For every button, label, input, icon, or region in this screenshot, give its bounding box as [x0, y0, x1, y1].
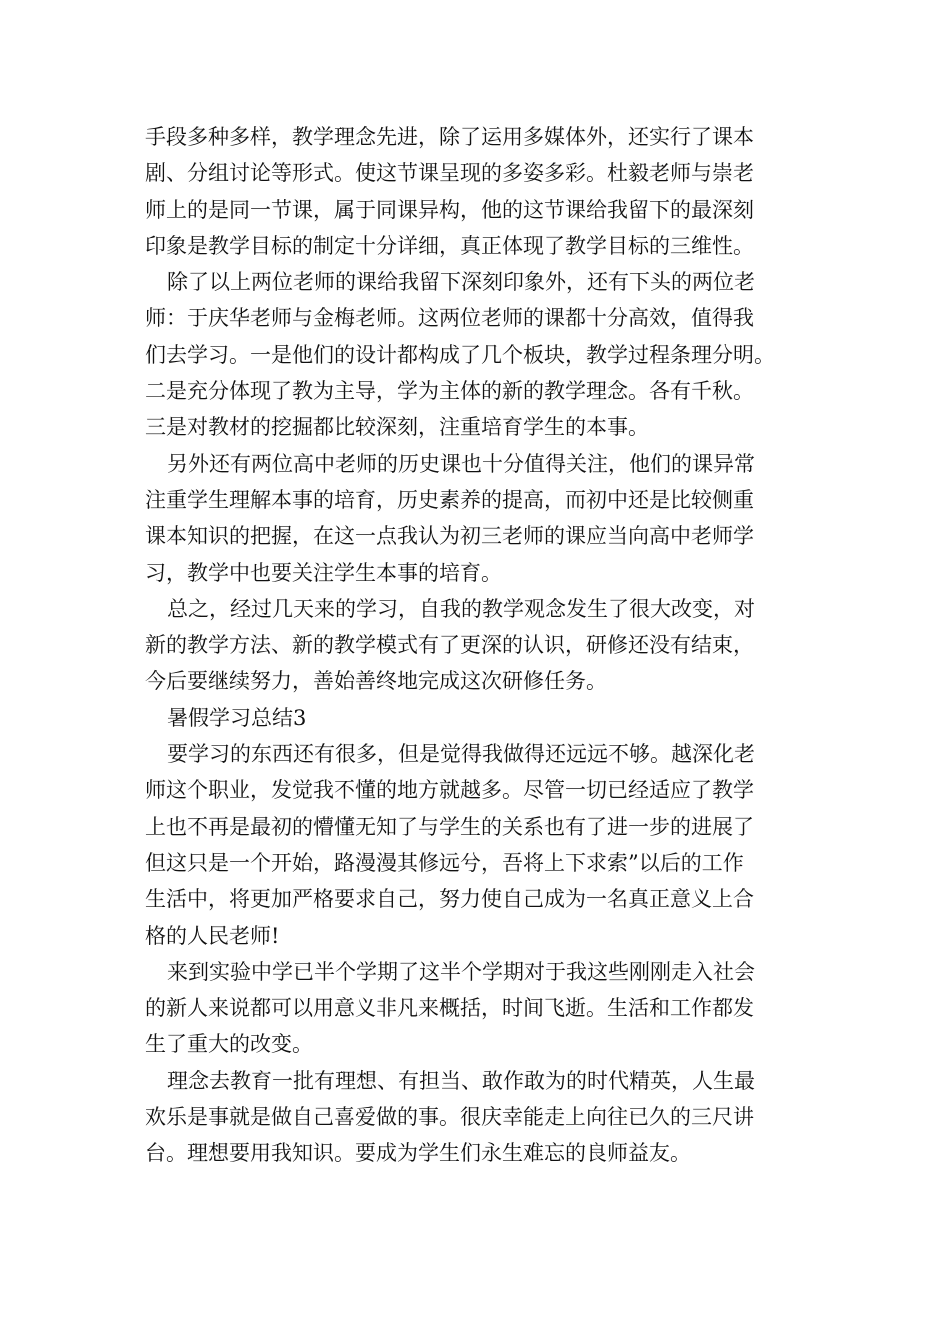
text-line: 习，教学中也要关注学生本事的培育。: [145, 560, 502, 585]
text-line: 欢乐是事就是做自己喜爱做的事。很庆幸能走上向往已久的三尺讲: [145, 1105, 754, 1130]
text-line: 三是对教材的挖掘都比较深刻，注重培育学生的本事。: [145, 415, 649, 440]
text-line: 师：于庆华老师与金梅老师。这两位老师的课都十分高效，值得我: [145, 306, 754, 331]
paragraph: [145, 264, 825, 445]
text-line: 注重学生理解本事的培育，历史素养的提高，而初中还是比较侧重: [145, 487, 754, 512]
text-line: 的新人来说都可以用意义非凡来概括，时间飞逝。生活和工作都发: [145, 996, 754, 1021]
text-line: 新的教学方法、新的教学模式有了更深的认识，研修还没有结束，: [145, 633, 754, 658]
paragraph: [145, 591, 825, 700]
document-body: [145, 119, 825, 1172]
paragraph: [145, 1063, 825, 1172]
text-line: 们去学习。一是他们的设计都构成了几个板块，教学过程条理分明。: [145, 342, 775, 367]
text-line: 除了以上两位老师的课给我留下深刻印象外，还有下头的两位老: [167, 270, 755, 295]
text-line: 今后要继续努力，善始善终地完成这次研修任务。: [145, 669, 607, 694]
paragraph: [145, 954, 825, 1063]
text-line: 来到实验中学已半个学期了这半个学期对于我这些刚刚走入社会: [167, 959, 755, 984]
text-line: 格的人民老师!: [145, 923, 280, 948]
text-line: 生了重大的改变。: [145, 1032, 313, 1057]
paragraph: [145, 119, 825, 264]
heading-text: 暑假学习总结3: [167, 705, 307, 730]
text-line: 总之，经过几天来的学习，自我的教学观念发生了很大改变，对: [167, 596, 755, 621]
text-line: 剧、分组讨论等形式。使这节课呈现的多姿多彩。杜毅老师与崇老: [145, 161, 754, 186]
text-line: 师上的是同一节课，属于同课异构，他的这节课给我留下的最深刻: [145, 197, 754, 222]
paragraph: [145, 446, 825, 591]
text-line: 印象是教学目标的制定十分详细，真正体现了教学目标的三维性。: [145, 233, 754, 258]
text-line: 手段多种多样，教学理念先进，除了运用多媒体外，还实行了课本: [145, 125, 754, 149]
text-line: 二是充分体现了教为主导，学为主体的新的教学理念。各有千秋。: [145, 379, 754, 404]
paragraph: [145, 736, 825, 954]
text-line: 另外还有两位高中老师的历史课也十分值得关注，他们的课异常: [167, 451, 755, 476]
text-line: 理念去教育一批有理想、有担当、敢作敢为的时代精英，人生最: [167, 1068, 755, 1093]
text-line: 要学习的东西还有很多，但是觉得我做得还远远不够。越深化老: [167, 742, 755, 767]
section-heading: [145, 700, 825, 736]
text-line: 课本知识的把握，在这一点我认为初三老师的课应当向高中老师学: [145, 524, 754, 549]
text-line: 师这个职业，发觉我不懂的地方就越多。尽管一切已经适应了教学: [145, 778, 754, 803]
text-line: 上也不再是最初的懵懂无知了与学生的关系也有了进一步的进展了: [145, 814, 754, 839]
text-line: 但这只是一个开始，路漫漫其修远兮，吾将上下求索”以后的工作: [145, 850, 744, 875]
text-line: 生活中，将更加严格要求自己，努力使自己成为一名真正意义上合: [145, 887, 754, 912]
text-line: 台。理想要用我知识。要成为学生们永生难忘的良师益友。: [145, 1141, 691, 1166]
